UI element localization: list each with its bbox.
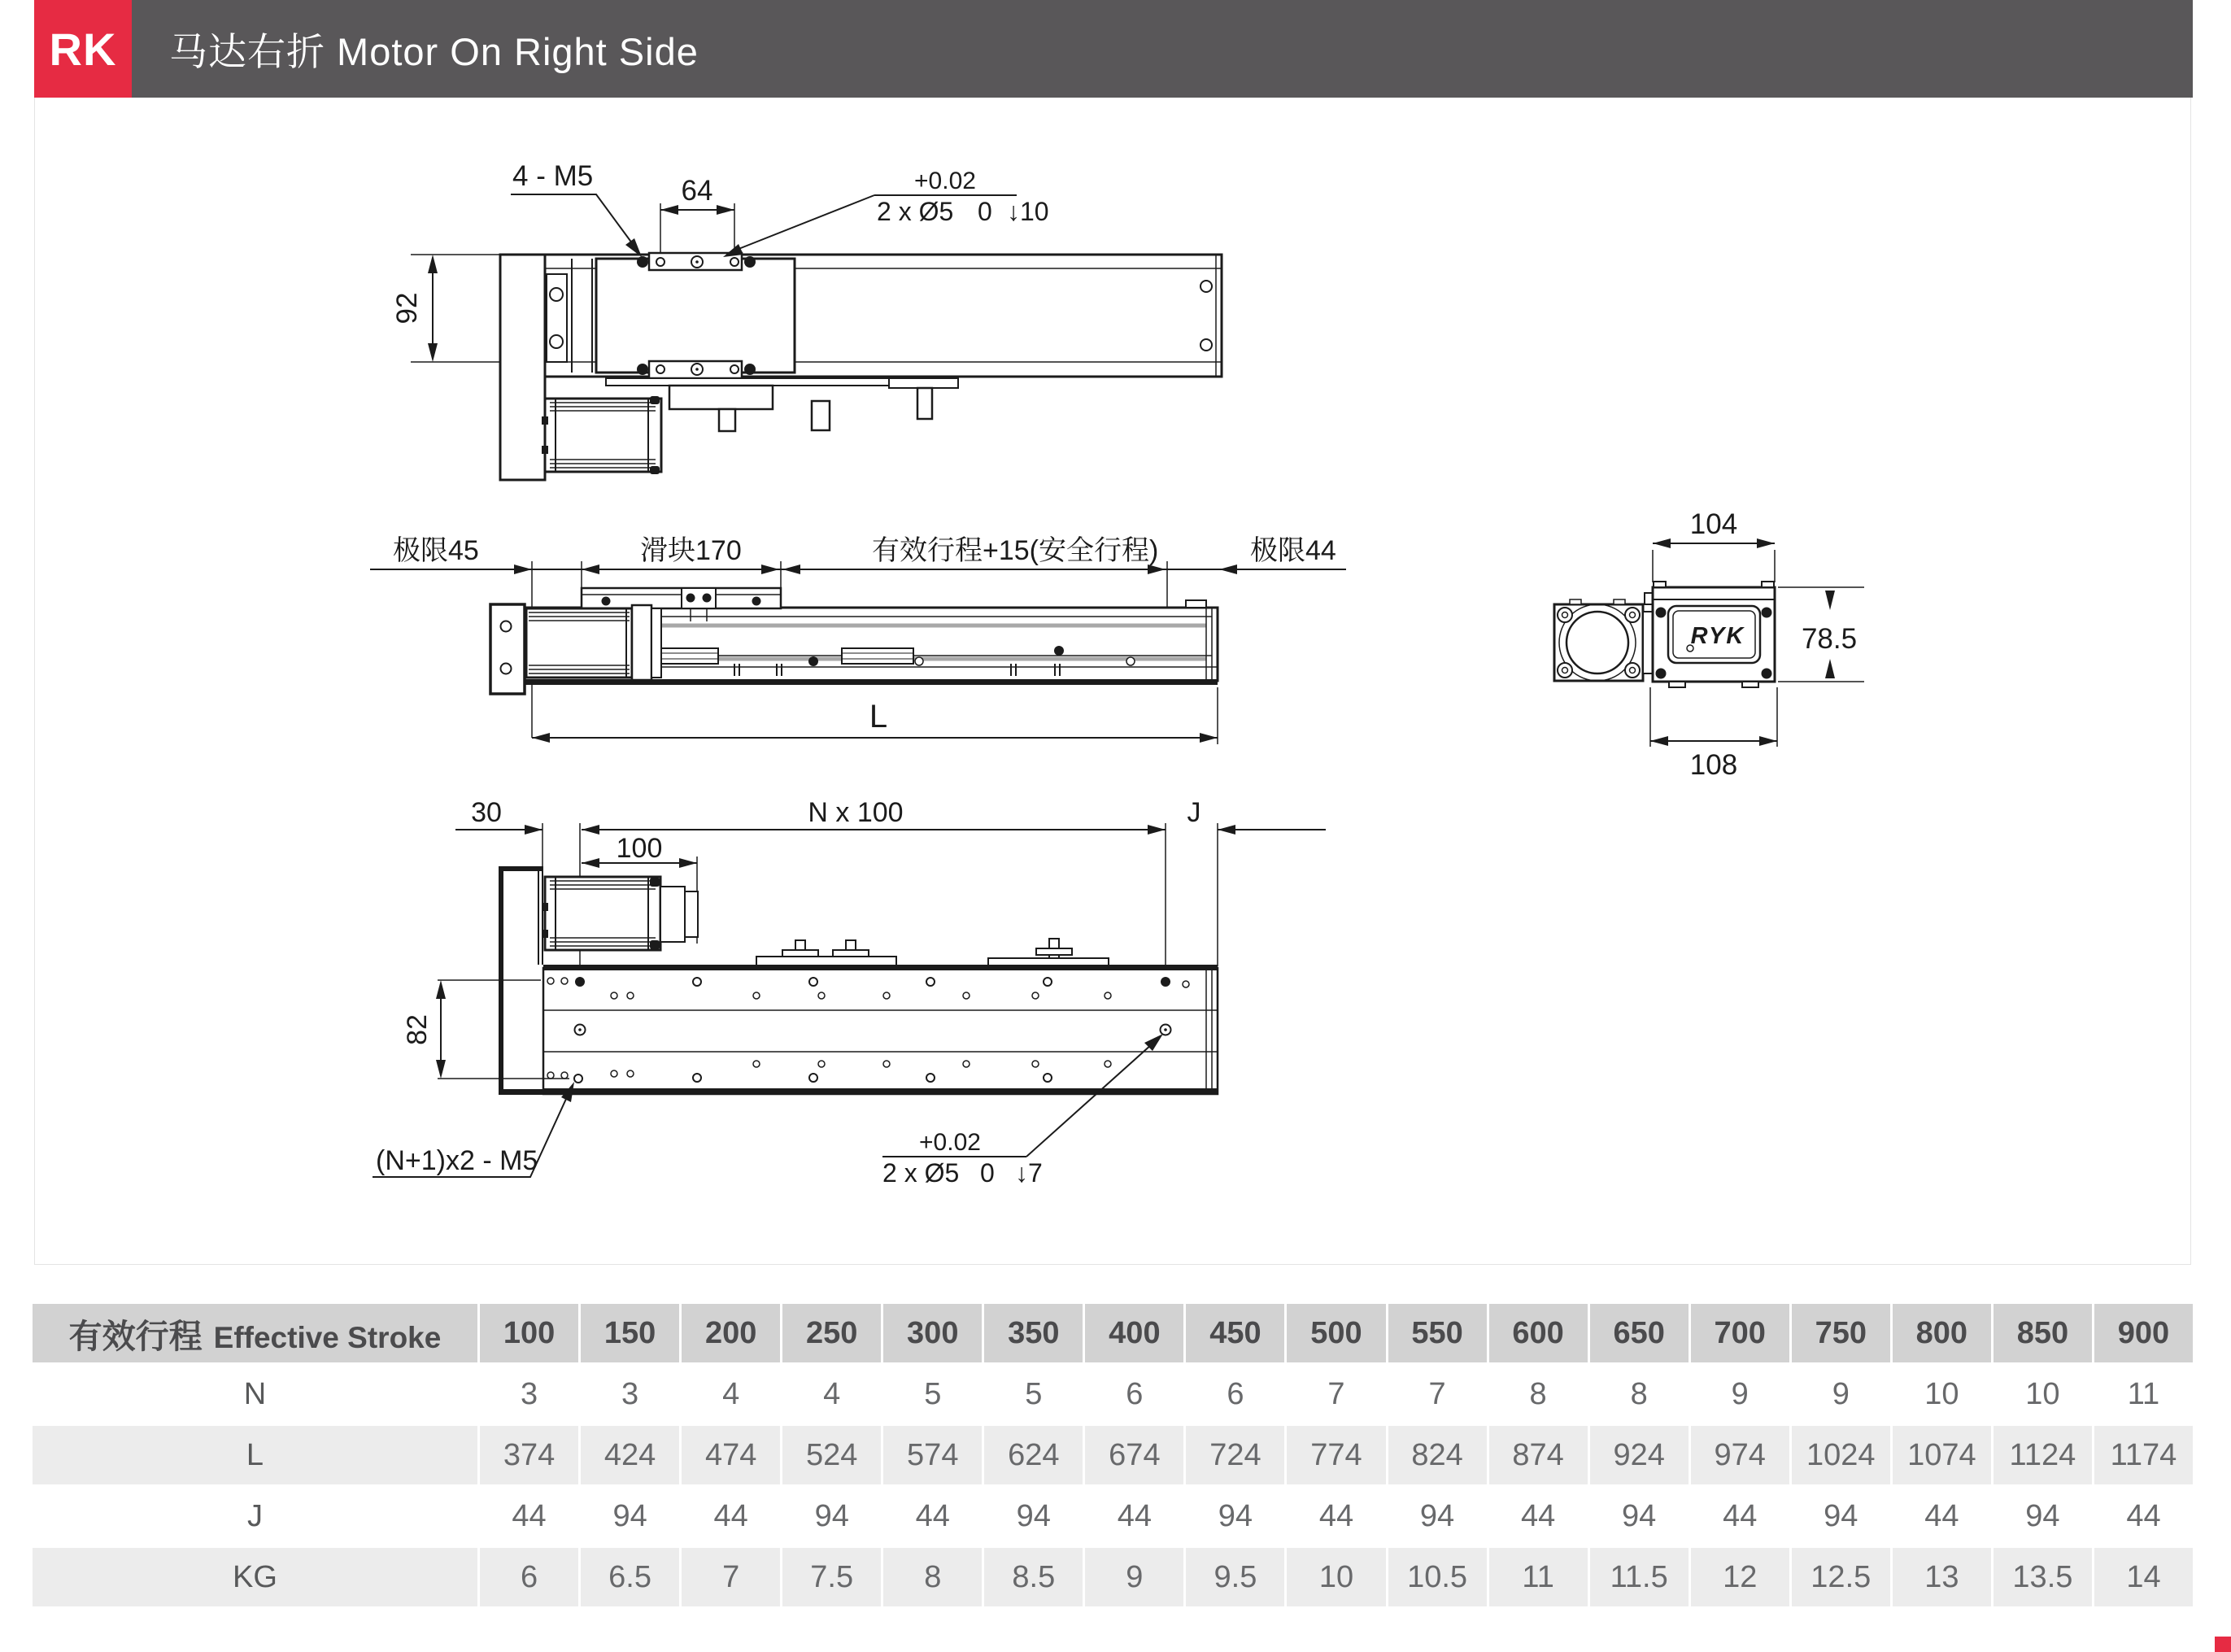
- dim-j-label: J: [1187, 797, 1201, 828]
- table-cell: 10: [1287, 1548, 1385, 1606]
- table-cell: 94: [1994, 1487, 2092, 1545]
- table-cell: 44: [1489, 1487, 1588, 1545]
- table-cell: 44: [883, 1487, 982, 1545]
- hole-tol-zero: 0: [978, 197, 992, 226]
- table-header-cell: 700: [1691, 1304, 1789, 1362]
- table-cell: 1174: [2094, 1426, 2193, 1484]
- limit-left-label: 极限45: [393, 535, 479, 566]
- table-cell: 9: [1085, 1548, 1183, 1606]
- table-cell: 374: [480, 1426, 578, 1484]
- dim-100-label: 100: [616, 833, 663, 864]
- table-cell: 6.5: [581, 1548, 679, 1606]
- table-cell: 424: [581, 1426, 679, 1484]
- table-header-cell: 150: [581, 1304, 679, 1362]
- table-cell: 8.5: [984, 1548, 1083, 1606]
- table-cell: 1124: [1994, 1426, 2092, 1484]
- table-cell: 574: [883, 1426, 982, 1484]
- table-cell: 11: [2094, 1365, 2193, 1423]
- table-cell: 10: [1893, 1365, 1991, 1423]
- table-cell: 7: [1287, 1365, 1385, 1423]
- table-cell: 874: [1489, 1426, 1588, 1484]
- table-cell: 5: [984, 1365, 1083, 1423]
- table-row-label: J: [33, 1487, 477, 1545]
- page-title: 马达右折 Motor On Right Side: [169, 29, 699, 73]
- dim-92-label: 92: [391, 292, 423, 325]
- table-header-cell: 300: [883, 1304, 982, 1362]
- table-cell: 94: [1792, 1487, 1890, 1545]
- table-header-cell: 550: [1388, 1304, 1487, 1362]
- table-cell: 1074: [1893, 1426, 1991, 1484]
- table-cell: 13: [1893, 1548, 1991, 1606]
- table-cell: 14: [2094, 1548, 2193, 1606]
- table-header-cell: 100: [480, 1304, 578, 1362]
- table-cell: 7.5: [782, 1548, 881, 1606]
- thread-note-label: (N+1)x2 - M5: [376, 1145, 538, 1176]
- table-cell: 6: [1186, 1365, 1284, 1423]
- end-view-drawing: [1529, 488, 1895, 797]
- page-header: [34, 0, 2193, 98]
- table-cell: 44: [1287, 1487, 1385, 1545]
- table-cell: 824: [1388, 1426, 1487, 1484]
- spec-table: [33, 1304, 2193, 1606]
- table-cell: 4: [682, 1365, 780, 1423]
- dim-104-label: 104: [1689, 508, 1738, 540]
- table-cell: 9: [1691, 1365, 1789, 1423]
- table-cell: 9.5: [1186, 1548, 1284, 1606]
- table-cell: 3: [581, 1365, 679, 1423]
- side-view-drawing: [366, 521, 1383, 773]
- table-header-cell: 400: [1085, 1304, 1183, 1362]
- page-corner-mark: [2215, 1637, 2231, 1652]
- brand-logo-mark: RYK: [1690, 623, 1745, 649]
- table-cell: 474: [682, 1426, 780, 1484]
- table-cell: 624: [984, 1426, 1083, 1484]
- table-cell: 1024: [1792, 1426, 1890, 1484]
- limit-right-label: 极限44: [1250, 535, 1336, 566]
- table-header-cell: 750: [1792, 1304, 1890, 1362]
- table-cell: 44: [1691, 1487, 1789, 1545]
- table-cell: 94: [581, 1487, 679, 1545]
- table-cell: 12: [1691, 1548, 1789, 1606]
- table-cell: 44: [1893, 1487, 1991, 1545]
- table-cell: 6: [1085, 1365, 1183, 1423]
- slider-label: 滑块170: [640, 535, 742, 566]
- table-cell: 9: [1792, 1365, 1890, 1423]
- dim-64-label: 64: [681, 175, 713, 207]
- table-header-cell: 850: [1994, 1304, 2092, 1362]
- table-cell: 44: [682, 1487, 780, 1545]
- dowel-depth: ↓7: [1015, 1158, 1043, 1188]
- table-cell: 924: [1590, 1426, 1689, 1484]
- table-cell: 524: [782, 1426, 881, 1484]
- table-header-cell: 800: [1893, 1304, 1991, 1362]
- table-cell: 724: [1186, 1426, 1284, 1484]
- table-header-cell: 200: [682, 1304, 780, 1362]
- table-cell: 94: [1186, 1487, 1284, 1545]
- table-header-cell: 500: [1287, 1304, 1385, 1362]
- table-header-stroke-label: 有效行程 Effective Stroke: [33, 1304, 477, 1362]
- dowel-spec: 2 x Ø5: [882, 1158, 960, 1188]
- table-header-cell: 650: [1590, 1304, 1689, 1362]
- top-view-drawing: [382, 122, 1285, 529]
- stroke-label: 有效行程+15(安全行程): [872, 535, 1159, 566]
- table-cell: 5: [883, 1365, 982, 1423]
- table-cell: 8: [1489, 1365, 1588, 1423]
- dim-82-label: 82: [402, 1014, 433, 1045]
- table-header-cell: 250: [782, 1304, 881, 1362]
- bottom-view-drawing: [325, 793, 1383, 1216]
- table-cell: 8: [1590, 1365, 1689, 1423]
- table-cell: 13.5: [1994, 1548, 2092, 1606]
- table-cell: 94: [1388, 1487, 1487, 1545]
- table-header-cell: 350: [984, 1304, 1083, 1362]
- hole-depth: ↓10: [1007, 197, 1049, 226]
- table-cell: 11.5: [1590, 1548, 1689, 1606]
- rk-logo: RK: [34, 0, 132, 98]
- table-cell: 10.5: [1388, 1548, 1487, 1606]
- table-cell: 94: [984, 1487, 1083, 1545]
- table-header-cell: 600: [1489, 1304, 1588, 1362]
- table-row-label: KG: [33, 1548, 477, 1606]
- table-cell: 44: [480, 1487, 578, 1545]
- pattern-label: N x 100: [808, 797, 904, 828]
- table-cell: 94: [782, 1487, 881, 1545]
- table-cell: 10: [1994, 1365, 2092, 1423]
- table-cell: 8: [883, 1548, 982, 1606]
- table-cell: 674: [1085, 1426, 1183, 1484]
- dim-30-label: 30: [471, 797, 502, 828]
- dowel-tol-zero: 0: [980, 1158, 995, 1188]
- table-cell: 6: [480, 1548, 578, 1606]
- hole-spec: 2 x Ø5: [877, 197, 954, 226]
- table-cell: 974: [1691, 1426, 1789, 1484]
- table-cell: 4: [782, 1365, 881, 1423]
- table-cell: 44: [2094, 1487, 2193, 1545]
- table-cell: 94: [1590, 1487, 1689, 1545]
- table-cell: 774: [1287, 1426, 1385, 1484]
- table-cell: 3: [480, 1365, 578, 1423]
- table-cell: 7: [1388, 1365, 1487, 1423]
- dowel-tol-plus: +0.02: [919, 1129, 981, 1156]
- table-cell: 11: [1489, 1548, 1588, 1606]
- table-row-label: N: [33, 1365, 477, 1423]
- length-label: L: [869, 699, 888, 734]
- dim-78-5-label: 78.5: [1801, 623, 1858, 655]
- table-row-label: L: [33, 1426, 477, 1484]
- hole-tol-plus: +0.02: [914, 168, 976, 194]
- table-cell: 12.5: [1792, 1548, 1890, 1606]
- table-header-cell: 450: [1186, 1304, 1284, 1362]
- dim-108-label: 108: [1689, 749, 1738, 781]
- table-cell: 44: [1085, 1487, 1183, 1545]
- m5-callout-label: 4 - M5: [512, 160, 594, 192]
- table-header-cell: 900: [2094, 1304, 2193, 1362]
- table-cell: 7: [682, 1548, 780, 1606]
